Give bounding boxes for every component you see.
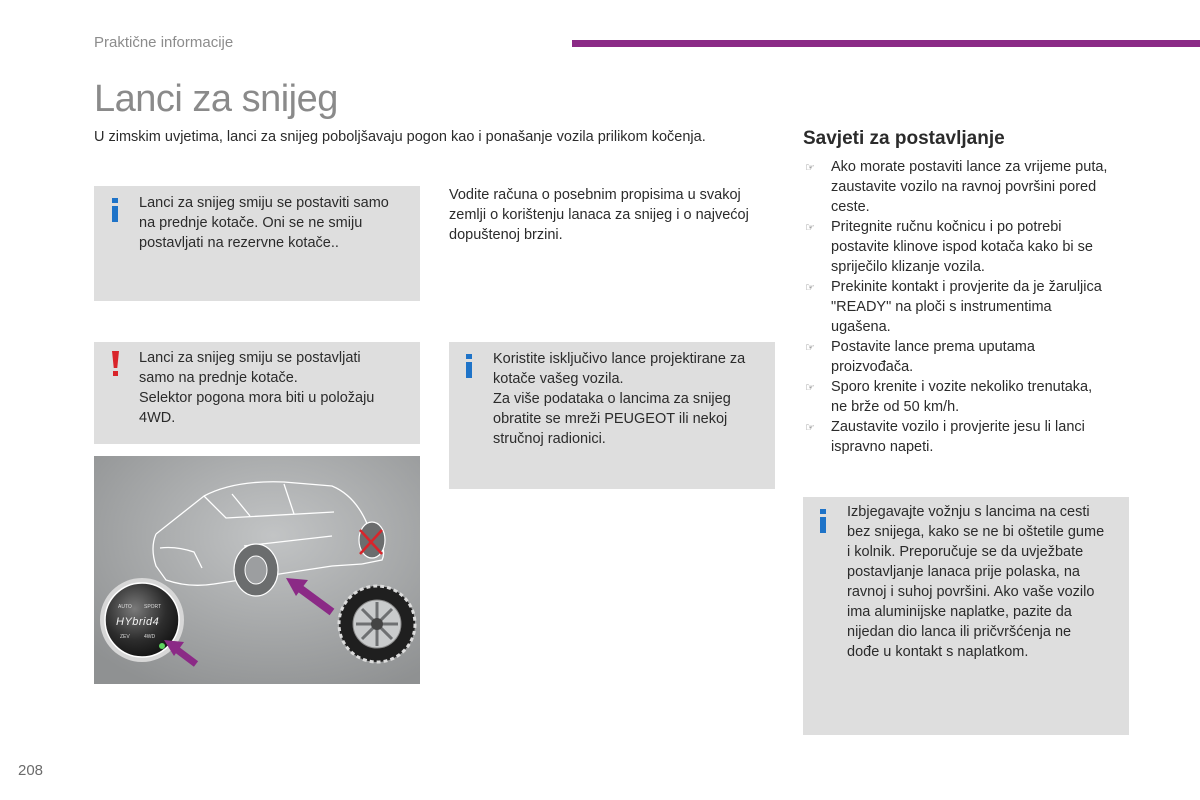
text-line: Postavite lance prema uputama bbox=[831, 339, 1035, 355]
car-illustration bbox=[94, 456, 420, 684]
info-icon bbox=[466, 354, 472, 378]
page-title: Lanci za snijeg bbox=[94, 78, 338, 120]
text-line: ne brže od 50 km/h. bbox=[831, 399, 960, 415]
text-line: Ako morate postaviti lance za vrijeme puta, bbox=[831, 159, 1108, 175]
intro-text: U zimskim uvjetima, lanci za snijeg poboljšavaju pogon kao i ponašanje vozila prilikom kočenja. bbox=[94, 129, 706, 145]
advice-title: Savjeti za postavljanje bbox=[803, 128, 1005, 149]
text-line: Koristite isključivo lance projektirane za bbox=[493, 351, 746, 367]
list-item bbox=[805, 157, 1135, 217]
text-line: Lanci za snijeg smiju se postaviti samo bbox=[139, 195, 389, 211]
list-item bbox=[805, 277, 1135, 337]
warning-icon bbox=[112, 351, 119, 376]
info-note-front-wheels bbox=[94, 186, 420, 301]
warning-note-4wd bbox=[94, 342, 420, 444]
text-line: ravnoj i suhoj površini. Ako vaše vozilo bbox=[847, 584, 1095, 600]
text-line: na prednje kotače. Oni se ne smiju bbox=[139, 215, 363, 231]
text-line: zemlji o korištenju lanaca za snijeg i o najvećoj bbox=[449, 207, 749, 223]
selector-label-auto: AUTO bbox=[118, 604, 132, 610]
info-note-text bbox=[847, 502, 1125, 662]
info-note-text bbox=[493, 349, 771, 449]
text-line: stručnoj radionici. bbox=[493, 431, 606, 447]
text-line: postavljati na rezervne kotače.. bbox=[139, 235, 339, 251]
text-line: Prekinite kontakt i provjerite da je žaruljica bbox=[831, 279, 1102, 295]
text-line: postavite klinove ispod kotača kako bi se bbox=[831, 239, 1093, 255]
text-line: kotače vašeg vozila. bbox=[493, 371, 624, 387]
text-line: i kolnik. Preporučuje se da uvježbate bbox=[847, 544, 1084, 560]
text-line: dopuštenoj brzini. bbox=[449, 227, 563, 243]
snow-chain-illustration bbox=[94, 456, 420, 684]
text-line: Sporo krenite i vozite nekoliko trenutaka, bbox=[831, 379, 1093, 395]
text-line: 4WD. bbox=[139, 410, 176, 426]
chained-wheel bbox=[339, 586, 415, 662]
selector-label-4wd: 4WD bbox=[144, 634, 156, 640]
selector-label-zev: ZEV bbox=[120, 634, 130, 640]
info-icon bbox=[820, 509, 826, 533]
text-line: Izbjegavajte vožnju s lancima na cesti bbox=[847, 504, 1090, 520]
text-line: Zaustavite vozilo i provjerite jesu li lanci bbox=[831, 419, 1085, 435]
regulation-text bbox=[449, 185, 779, 245]
text-line: Za više podataka o lancima za snijeg bbox=[493, 391, 731, 407]
text-line: Vodite računa o posebnim propisima u svakoj bbox=[449, 187, 741, 203]
selector-indicator bbox=[159, 643, 165, 649]
text-line: postavljanje lanaca prije polaska, na bbox=[847, 564, 1080, 580]
selector-brand: HYbrid4 bbox=[116, 616, 160, 628]
info-note-peugeot bbox=[449, 342, 775, 489]
text-line: proizvođača. bbox=[831, 359, 914, 375]
text-line: Lanci za snijeg smiju se postavljati bbox=[139, 350, 361, 366]
header-accent-bar bbox=[572, 40, 1200, 47]
text-line: samo na prednje kotače. bbox=[139, 370, 298, 386]
advice-list bbox=[805, 157, 1135, 457]
info-note-practice bbox=[803, 497, 1129, 735]
pointing-hand-icon: ☞ bbox=[805, 282, 815, 294]
list-item bbox=[805, 377, 1135, 417]
list-item bbox=[805, 217, 1135, 277]
warning-note-text bbox=[139, 348, 414, 428]
text-line: ispravno napeti. bbox=[831, 439, 934, 455]
text-line: dođe u kontakt s naplatkom. bbox=[847, 644, 1029, 660]
pointing-hand-icon: ☞ bbox=[805, 342, 815, 354]
text-line: obratite se mreži PEUGEOT ili nekoj bbox=[493, 411, 728, 427]
text-line: spriječilo klizanje vozila. bbox=[831, 259, 985, 275]
list-item bbox=[805, 337, 1135, 377]
text-line: Pritegnite ručnu kočnicu i po potrebi bbox=[831, 219, 1062, 235]
info-note-text bbox=[139, 193, 414, 253]
text-line: nijedan dio lanca ili pričvršćenja ne bbox=[847, 624, 1072, 640]
info-icon bbox=[112, 198, 118, 222]
pointing-hand-icon: ☞ bbox=[805, 382, 815, 394]
text-line: ceste. bbox=[831, 199, 870, 215]
text-line: ima aluminijske naplatke, pazite da bbox=[847, 604, 1072, 620]
text-line: ugašena. bbox=[831, 319, 891, 335]
pointing-hand-icon: ☞ bbox=[805, 422, 815, 434]
text-line: "READY" na ploči s instrumentima bbox=[831, 299, 1052, 315]
text-line: bez snijega, kako se ne bi oštetile gume bbox=[847, 524, 1105, 540]
text-line: zaustavite vozilo na ravnoj površini pored bbox=[831, 179, 1097, 195]
section-header: Praktične informacije bbox=[94, 34, 234, 51]
page-number: 208 bbox=[18, 762, 44, 779]
text-line: Selektor pogona mora biti u položaju bbox=[139, 390, 375, 406]
pointing-hand-icon: ☞ bbox=[805, 162, 815, 174]
selector-label-sport: SPORT bbox=[144, 604, 162, 610]
pointing-hand-icon: ☞ bbox=[805, 222, 815, 234]
list-item bbox=[805, 417, 1135, 457]
